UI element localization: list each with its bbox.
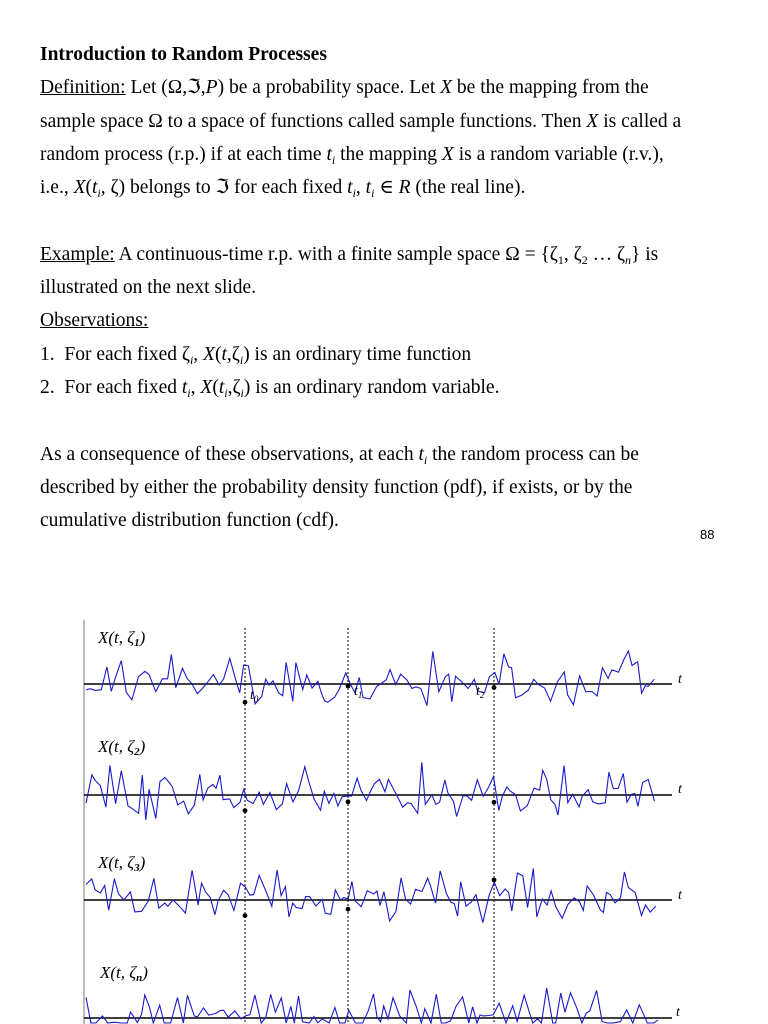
subscript: 0 [253,694,259,704]
text: ( [85,177,92,199]
text: ( [214,343,222,365]
text: ∈ [374,177,399,199]
symbol-t: t [218,376,225,398]
text: A continuous-time r.p. with a finite sample space Ω = {ζ [114,243,558,265]
symbol-i: i [239,352,244,367]
text: sample space Ω to a space of functions called sample functions. Then [40,110,587,132]
symbol-x: X [441,143,454,165]
time-label-t1 [354,684,362,700]
observations-label: Observations: [40,310,149,332]
definition-line-3 [40,138,752,171]
list-number: 2. [40,376,55,398]
text: ,ζ [227,376,241,398]
figure-canvas [0,600,768,1024]
axis-label-t-1: t [678,672,682,687]
text: ) [139,628,146,647]
symbol-x: X [73,177,86,199]
symbol-i: i [331,152,336,167]
sample-point-0-0 [243,700,248,705]
row-label-2 [98,737,145,757]
symbol-i: i [352,186,356,201]
text: , ζ [563,243,582,265]
symbol-x: X [200,376,213,398]
axis-label-t-n: t [676,1005,680,1020]
text: ) is an ordinary time function [243,343,472,365]
sample-point-0-2 [492,685,497,690]
subscript: 1 [357,690,363,700]
subscript: 2 [134,746,140,758]
axis-label-t-3: t [678,888,682,903]
row-label-n [100,963,148,983]
symbol-i: i [187,385,191,400]
text: ) is an ordinary random variable. [243,376,500,398]
symbol-t: t [418,443,424,465]
sample-point-0-1 [346,684,351,689]
symbol-t: t [92,177,98,199]
observation-item-2 [40,371,752,404]
sample-point-1-2 [492,800,497,805]
consequence-line-3: cumulative distribution function (cdf). [40,510,339,532]
subscript: 1 [557,252,564,267]
subscript: n [625,252,632,267]
text: X(t, ζ [98,853,135,872]
definition-line-2 [40,105,752,138]
example-label: Example: [40,243,115,265]
text: For each fixed [64,376,182,398]
text: ) be a probability space. Let [217,77,441,99]
text: t [250,688,254,703]
text: } is [631,243,659,265]
sample-point-2-2 [492,878,497,883]
subscript: 1 [134,637,140,649]
symbol-t: t [181,376,188,398]
symbol-t: t [347,177,353,199]
symbol-t: t [221,343,227,365]
sample-point-1-1 [346,799,351,804]
example-line-2: illustrated on the next slide. [40,277,257,299]
symbol-t: t [326,143,332,165]
subscript: 2 [581,252,588,267]
text: i.e., [40,177,74,199]
row-label-3 [98,853,145,873]
text: For each fixed ζ [64,343,190,365]
text: ,ζ [226,343,240,365]
symbol-r: R [398,177,411,199]
page-title: Introduction to Random Processes [40,44,327,65]
symbol-i: i [240,385,244,400]
text: ) [139,853,146,872]
text: random process (r.p.) if at each time [40,143,327,165]
definition-line-1 [40,71,752,104]
spacer [40,204,752,237]
time-label-t2 [476,684,484,700]
text: X(t, ζ [98,737,135,756]
sample-function-trace-1 [86,762,655,820]
observation-item-1 [40,338,752,371]
spacer [40,404,752,437]
text: ) [142,963,148,982]
sample-point-2-1 [346,907,351,912]
text: is a random variable (r.v.), [453,143,664,165]
text: t [476,684,480,699]
text: is called a [598,110,682,132]
time-label-t0 [250,688,258,704]
subscript: n [136,972,143,984]
definition-line-4 [40,171,752,204]
text: the mapping [335,143,442,165]
symbol-i: i [189,352,194,367]
example-line-1 [40,238,752,271]
text: ( [212,376,219,398]
text: X(t, ζ [100,963,137,982]
symbol-x: X [440,77,453,99]
text: the random process can be [427,443,639,465]
text: X(t, ζ [98,628,135,647]
sample-function-trace-0 [86,651,654,706]
symbol-i: i [371,186,375,201]
sample-point-2-0 [243,913,248,918]
symbol-i: i [224,385,228,400]
subscript: 3 [134,862,140,874]
text: (the real line). [410,177,526,199]
symbol-x: X [203,343,215,365]
symbol-x: X [586,110,599,132]
axis-label-t-2: t [678,782,682,797]
sample-function-trace-2 [86,869,656,923]
consequence-line-1 [40,438,752,471]
sample-point-1-0 [243,808,248,813]
text: be the mapping from the [452,77,649,99]
symbol-i: i [97,186,101,201]
definition-label: Definition: [40,77,126,99]
slide-text [40,38,752,537]
consequence-line-2: described by either the probability density function (pdf), if exists, or by the [40,476,633,498]
symbol-t: t [365,177,372,199]
symbol-i: i [423,452,428,467]
text: … ζ [587,243,626,265]
text: , [190,376,201,398]
page-number: 88 [700,527,715,542]
row-label-1 [98,628,145,648]
subscript: 2 [479,690,485,700]
list-number: 1. [40,343,55,365]
text: , [355,177,366,199]
text: t [354,684,358,699]
random-process-figure [0,600,768,1024]
text: , [193,343,204,365]
symbol-p: P [205,77,218,99]
text: ) [139,737,146,756]
text: , ζ) belongs to ℑ for each fixed [100,177,348,199]
text: As a consequence of these observations, at each [40,443,419,465]
text: Let (Ω,ℑ, [125,77,206,99]
